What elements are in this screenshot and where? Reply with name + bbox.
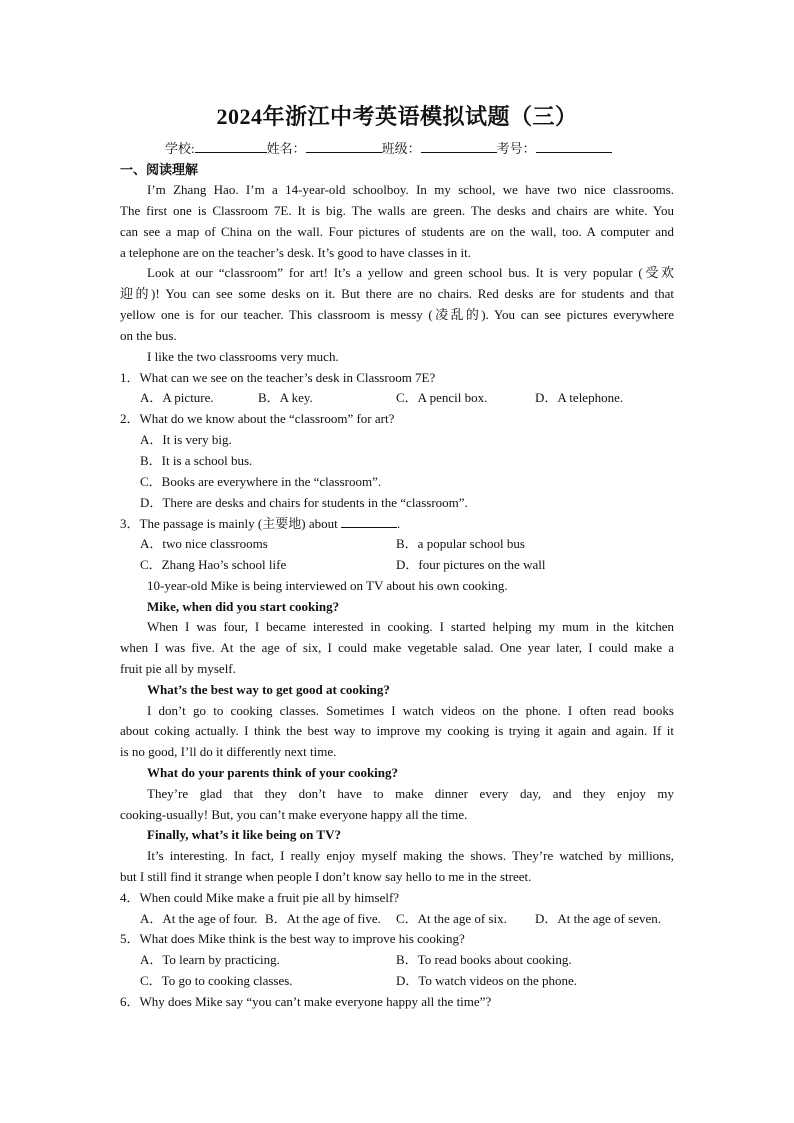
passage-line: but I still find it strange when people I don’t know say hello to me in the street. [120, 869, 532, 884]
class-blank [421, 140, 497, 153]
class-label: 班级： [381, 141, 421, 156]
passage-line: When I was four, I became interested in cooking. I started helping my mum in the kitchen [147, 619, 674, 634]
q1-option-a: A．A picture. [140, 390, 214, 405]
passage-line: yellow one is for our teacher. This classroom is messy (凌乱的). You can see pictures everywhere [120, 307, 674, 322]
question-4: 4．When could Mike make a fruit pie all by himself? [120, 890, 400, 905]
q4-option-a: A．At the age of four. [140, 911, 258, 926]
q3-stem-end: . [396, 516, 401, 531]
q3-option-b: B．a popular school bus [396, 536, 525, 551]
interview-question: Mike, when did you start cooking? [147, 599, 340, 614]
q2-option-a: A．It is very big. [140, 432, 232, 447]
q3-option-c: C．Zhang Hao’s school life [140, 557, 287, 572]
student-info-line [165, 138, 645, 157]
q3-option-d: D．four pictures on the wall [396, 557, 546, 572]
interview-question: What do your parents think of your cooking? [147, 765, 399, 780]
q3-stem: 3．The passage is mainly (主要地) about [120, 516, 338, 531]
question-5: 5．What does Mike think is the best way to improve his cooking? [120, 931, 465, 946]
passage-line: I don’t go to cooking classes. Sometimes I watch videos on the phone. I often read books [147, 703, 674, 718]
passage-line: fruit pie all by myself. [120, 661, 236, 676]
exam-no-label: 考号： [496, 141, 536, 156]
q2-option-d: D．There are desks and chairs for students in the “classroom”. [140, 495, 468, 510]
q1-option-d: D．A telephone. [535, 390, 624, 405]
interview-question: What’s the best way to get good at cooking? [147, 682, 390, 697]
question-6: 6．Why does Mike say “you can’t make everyone happy all the time”? [120, 994, 492, 1009]
interview-question: Finally, what’s it like being on TV? [147, 827, 341, 842]
exam-no-blank [536, 140, 612, 153]
q5-option-b: B．To read books about cooking. [396, 952, 572, 967]
school-blank [195, 140, 267, 153]
passage-line: They’re glad that they don’t have to make dinner every day, and they enjoy my [147, 786, 674, 801]
passage-intro: 10-year-old Mike is being interviewed on TV about his own cooking. [147, 578, 508, 593]
passage-line: is no good, I’ll do it differently next time. [120, 744, 337, 759]
question-1: 1．What can we see on the teacher’s desk in Classroom 7E? [120, 370, 436, 385]
passage-line: The first one is Classroom 7E. It is big. The walls are green. The desks and chairs are white. You [120, 203, 674, 218]
passage-line: I’m Zhang Hao. I’m a 14-year-old schoolboy. In my school, we have two nice classrooms. [147, 182, 674, 197]
question-3 [120, 515, 400, 532]
q3-option-a: A．two nice classrooms [140, 536, 268, 551]
q4-option-c: C．At the age of six. [396, 911, 507, 926]
passage-line: can see a map of China on the wall. Four pictures of students are on the wall, too. A computer and [120, 224, 674, 239]
passage-line: Look at our “classroom” for art! It’s a yellow and green school bus. It is very popular (受欢 [147, 265, 674, 280]
q2-option-b: B．It is a school bus. [140, 453, 253, 468]
page-title: 2024年浙江中考英语模拟试题（三） [216, 104, 578, 129]
name-blank [306, 140, 382, 153]
passage-line: when I was five. At the age of six, I could make vegetable salad. One year later, I could make a [120, 640, 674, 655]
passage-line: I like the two classrooms very much. [147, 349, 339, 364]
name-label: 姓名： [266, 141, 306, 156]
q2-option-c: C．Books are everywhere in the “classroom”. [140, 474, 382, 489]
q4-option-b: B．At the age of five. [265, 911, 381, 926]
q1-option-b: B．A key. [258, 390, 313, 405]
q5-option-d: D．To watch videos on the phone. [396, 973, 578, 988]
passage-line: about coking actually. I think the best way to improve my cooking is trying it again and again. If it [120, 723, 674, 738]
question-2: 2．What do we know about the “classroom” for art? [120, 411, 395, 426]
q1-option-c: C．A pencil box. [396, 390, 488, 405]
passage-line: a telephone are on the teacher’s desk. It’s good to have classes in it. [120, 245, 472, 260]
section-heading: 一、阅读理解 [120, 162, 199, 177]
passage-line: It’s interesting. In fact, I really enjoy myself making the shows. They’re watched by millions, [147, 848, 674, 863]
passage-line: cooking-usually! But, you can’t make everyone happy all the time. [120, 807, 468, 822]
passage-line: on the bus. [120, 328, 177, 343]
passage-line: 迎的)! You can see some desks on it. But there are no chairs. Red desks are for students and that [120, 286, 674, 301]
q5-option-a: A．To learn by practicing. [140, 952, 280, 967]
school-label: 学校: [165, 141, 195, 156]
q4-option-d: D．At the age of seven. [535, 911, 661, 926]
q5-option-c: C．To go to cooking classes. [140, 973, 293, 988]
answer-blank [341, 515, 397, 528]
